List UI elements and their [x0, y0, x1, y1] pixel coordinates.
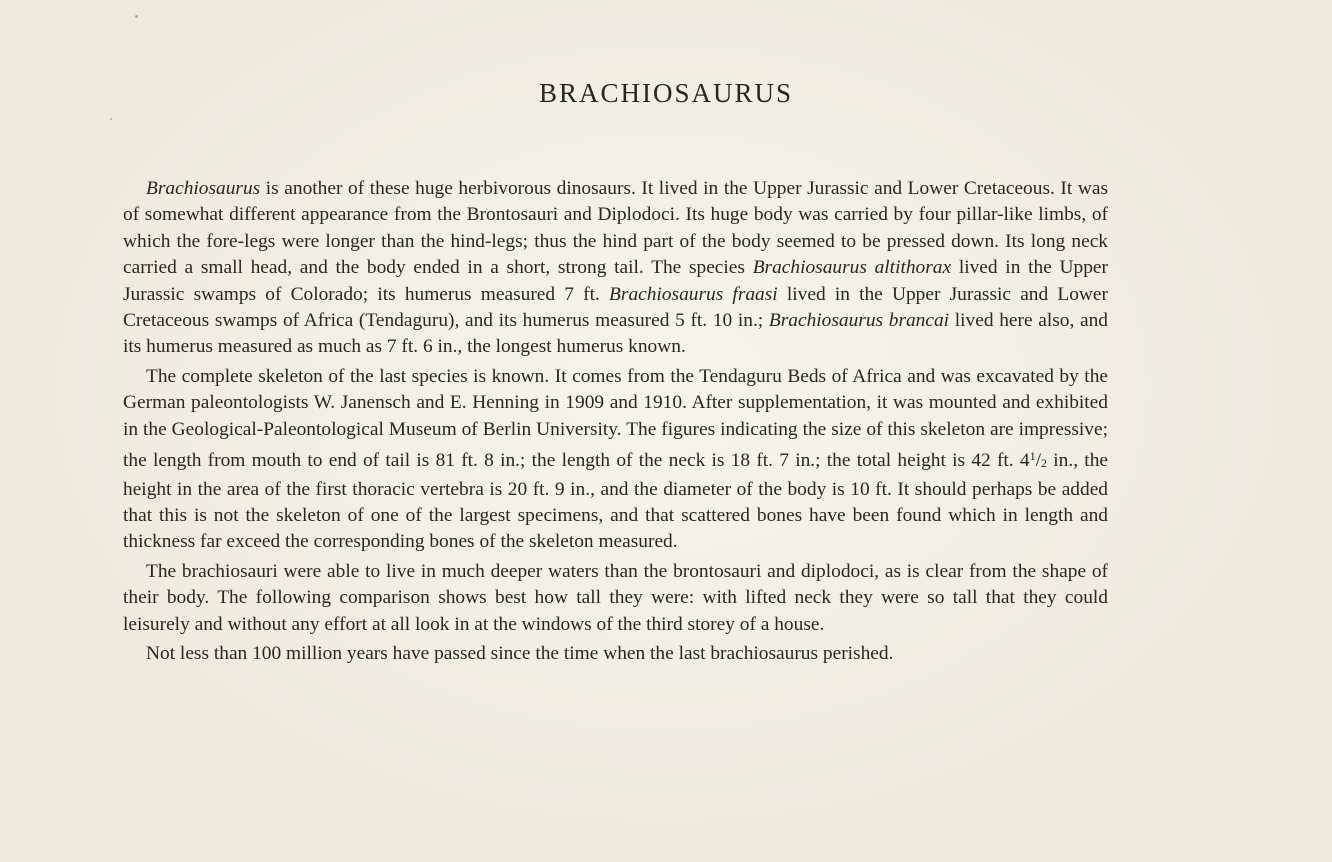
fraction-slash: /	[1035, 450, 1042, 472]
paper-speck	[135, 15, 138, 18]
paragraph-1-segment: lived in the Upper Jurassic swamps of Colorado; its humerus measured 7 ft.	[123, 257, 1108, 305]
paragraph-3	[123, 559, 1108, 638]
paragraph-1	[123, 176, 1108, 361]
paragraph-4-segment: Not less than 100 million years have passed since the time when the last brachiosaurus perished.	[146, 643, 894, 665]
article-body	[123, 176, 1108, 668]
paragraph-1-segment: lived here also, and its humerus measured as much as 7 ft. 6 in., the longest humerus known.	[123, 310, 1108, 358]
paragraph-1-segment: Brachiosaurus brancai	[768, 310, 950, 332]
paragraph-1-segment: Brachiosaurus	[146, 178, 261, 199]
paragraph-1-segment: Brachiosaurus fraasi	[609, 283, 778, 305]
paragraph-1-segment: Brachiosaurus altithorax	[752, 257, 952, 279]
paragraph-2	[123, 364, 1108, 556]
paragraph-3-segment: The brachiosauri were able to live in much deeper waters than the brontosauri and diplodoci, as is clear from the shape of their body. The following comparison shows best how tall they were: with lifted neck they were so tall that they could leisurely and without any effort at all look in at the windows of the third storey of a house.	[123, 560, 1108, 635]
fraction-numerator: 1	[1029, 449, 1036, 464]
paper-speck	[110, 118, 112, 120]
paragraph-1-segment: is another of these huge herbivorous dinosaurs. It lived in the Upper Jurassic and Lower Cretaceous. It was of somewhat different appearance from the Brontosauri and Diplodoci. Its huge body was carried by four pillar-like limbs, of which the fore-legs were longer than the hind-legs; thus the hind part of the body seemed to be pressed down. Its long neck carried a small head, and the body ended in a short, strong tail. The species	[123, 178, 1108, 279]
paragraph-4	[123, 641, 1108, 667]
paragraph-2-segment: in., the height in the area of the first thoracic vertebra is 20 ft. 9 in., and the diameter of the body is 10 ft. It should perhaps be added that this is not the skeleton of one of the largest specimens, and that scattered bones have been found which in length and thickness far exceed the corresponding bones of the skeleton measured.	[123, 450, 1108, 553]
paragraph-2-segment: The complete skeleton of the last species is known. It comes from the Tendaguru Beds of Africa and was excavated by the German paleontologists W. Janensch and E. Henning in 1909 and 1910. After supplementation, it was mounted and exhibited in the Geological-Paleontological Museum of Berlin University. The figures indicating the size of this skeleton are impressive; the length from mouth to end of tail is 81 ft. 8 in.; the length of the neck is 18 ft. 7 in.; the total height is 42 ft. 4	[123, 365, 1108, 472]
page-title: BRACHIOSAURUS	[538, 78, 794, 108]
paragraph-1-segment: lived in the Upper Jurassic and Lower Cretaceous swamps of Africa (Tendaguru), and its humerus measured 5 ft. 10 in.;	[123, 283, 1108, 332]
fraction-denominator: 2	[1041, 456, 1048, 471]
